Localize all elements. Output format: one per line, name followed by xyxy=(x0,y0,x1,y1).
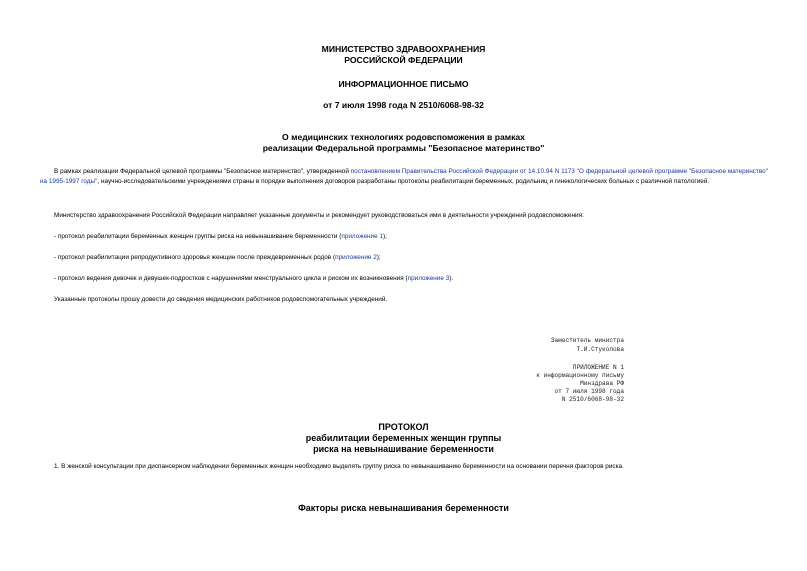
directive-paragraph: Министерство здравоохранения Российской Федерации направляет указанные документы и рекомендует руководствоваться ими в деятельности учреждений родовспоможения: xyxy=(54,212,584,219)
ministry-title-line2: РОССИЙСКОЙ ФЕДЕРАЦИИ xyxy=(344,55,463,65)
protocol-subtitle-line2: риска на невынашивание беременности xyxy=(313,444,494,454)
protocol-list-item-1: - протокол реабилитации беременных женщин группы риска на невынашивание беременности (приложение 1); xyxy=(54,233,387,240)
appendix-label: ПРИЛОЖЕНИЕ N 1 xyxy=(572,364,624,371)
intro-text-start: В рамках реализации Федеральной целевой программы "Безопасное материнство", утвержденной xyxy=(54,168,351,175)
government-decree-link[interactable]: постановлением Правительства Российской Федерации от 14.10.94 N 1173 "О федеральной целевой программе "Безопасное материнство" на 1995-1997 годы" xyxy=(40,168,768,185)
appendix-ref-line2: к информационному письму xyxy=(536,372,624,379)
signature-position: Заместитель министра xyxy=(550,337,624,344)
signature-name: Т.И.Стуколова xyxy=(576,346,624,353)
subject-line2: реализации Федеральной программы "Безопасное материнство" xyxy=(262,143,545,153)
appendix-ref-line4: от 7 июля 1998 года xyxy=(554,388,624,395)
protocol-list-item-2: - протокол реабилитации репродуктивного здоровья женщин после преждевременных родов (приложение 2); xyxy=(54,254,381,261)
protocol-subtitle-line1: реабилитации беременных женщин группы xyxy=(305,433,502,443)
protocol-list-item-3: - протокол ведения девочек и девушек-подростков с нарушениями менструального цикла и риском их возникновения (приложение 3). xyxy=(54,275,454,282)
appendix-ref-line5: N 2510/6068-98-32 xyxy=(561,396,624,403)
protocol-title: ПРОТОКОЛ xyxy=(378,422,429,432)
document-date-number: от 7 июля 1998 года N 2510/6068-98-32 xyxy=(323,100,484,110)
subject-line1: О медицинских технологиях родовспоможения в рамках xyxy=(282,132,525,142)
appendix-2-link[interactable]: приложение 2 xyxy=(335,254,377,261)
document-type: ИНФОРМАЦИОННОЕ ПИСЬМО xyxy=(338,79,469,89)
appendix-ref-line3: Минздрава РФ xyxy=(580,380,624,387)
ministry-title-line1: МИНИСТЕРСТВО ЗДРАВООХРАНЕНИЯ xyxy=(321,44,486,54)
protocol-point-1: 1. В женской консультации при диспансерном наблюдении беременных женщин необходимо выделять группу риска по невынашиванию беременности на основании перечня факторов риска. xyxy=(54,463,624,470)
risk-factors-heading: Факторы риска невынашивания беременности xyxy=(298,503,509,513)
intro-text-end: , научно-исследовательскими учреждениями страны в порядке выполнения договоров разработаны протоколы реабилитации беременных, родильниц и гинекологических больных с различной патологией. xyxy=(97,178,710,185)
appendix-1-link[interactable]: приложение 1 xyxy=(341,233,384,240)
appendix-3-link[interactable]: приложение 3 xyxy=(407,275,450,282)
closing-paragraph: Указанные протоколы прошу довести до сведения медицинских работников родовспомогательных учреждений. xyxy=(54,296,388,303)
intro-paragraph xyxy=(40,167,768,187)
